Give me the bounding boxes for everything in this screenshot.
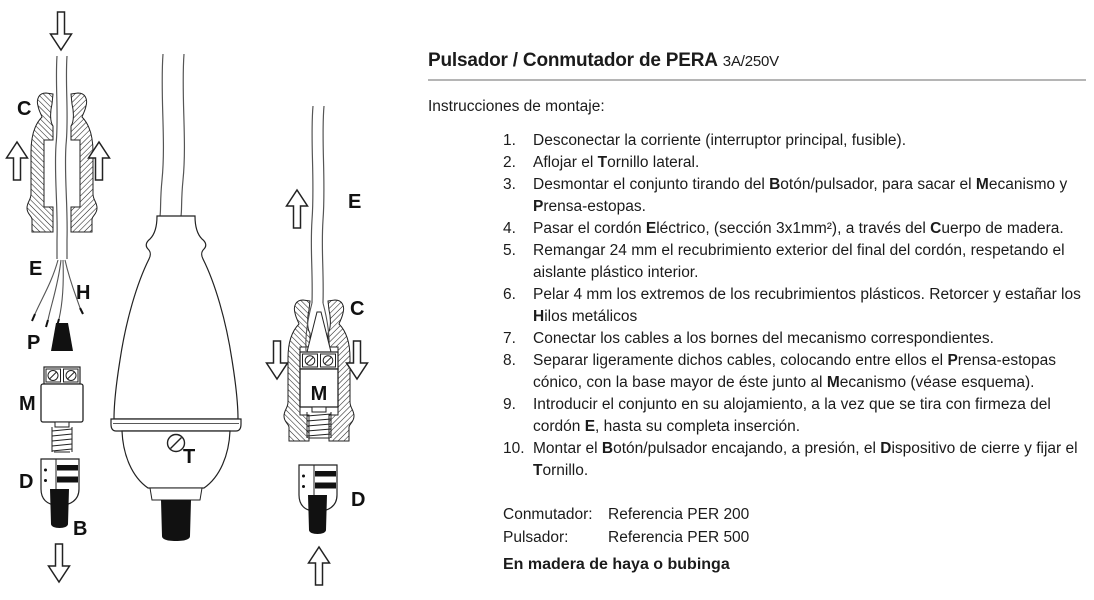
instruction-number: 8. [503,352,516,369]
arrow-up-icon [287,190,308,228]
instruction-text: Remangar 24 mm el recubrimiento exterior del final del cordón, respetando el aislante plástico interior. [533,242,1065,281]
label-left-body: C [17,98,32,120]
instruction-item [503,350,1086,394]
electric-cord [311,106,324,303]
gland-cone [51,323,73,351]
arrow-down-icon [51,12,72,50]
label-left-gland: P [27,332,41,354]
mechanism [41,367,83,452]
instruction-text: Aflojar el Tornillo lateral. [533,154,700,171]
label-left-mechanism: M [19,393,36,415]
arrow-up-icon [309,547,330,585]
reference-row [503,526,1086,549]
pear-flange [111,419,241,431]
threaded-stud [307,412,331,438]
electric-cord [160,54,184,216]
instruction-item [503,174,1086,218]
instruction-item [503,240,1086,284]
instruction-text: Introducir el conjunto en su alojamiento, a la vez que se tira con firmeza del cordón E, hasta su completa inserción. [533,396,1051,435]
label-middle-screw: T [183,446,196,468]
wood-body-section [27,93,97,232]
reference-label: Pulsador: [503,529,569,546]
instruction-item [503,438,1086,482]
right-section-view [267,106,368,585]
instruction-item [503,394,1086,438]
arrow-down-icon [267,341,288,379]
instruction-number: 5. [503,242,516,259]
label-left-button: B [73,518,88,540]
instruction-text: Desconectar la corriente (interruptor principal, fusible). [533,132,907,149]
instruction-text: Pasar el cordón Eléctrico, (sección 3x1mm²), a través del Cuerpo de madera. [533,220,1064,237]
label-left-closure: D [19,471,34,493]
electric-cord [55,56,67,259]
pear-body [114,216,238,419]
instruction-text: Desmontar el conjunto tirando del Botón/pulsador, para sacar el Mecanismo y Prensa-estopas. [533,176,1068,215]
instructions-panel [428,0,1086,574]
label-left-wires: H [76,282,91,304]
push-button [161,500,191,541]
instruction-number: 7. [503,330,516,347]
instruction-number: 2. [503,154,516,171]
title-main: Pulsador / Conmutador de PERA [428,50,718,71]
instruction-item [503,284,1086,328]
instruction-text: Pelar 4 mm los extremos de los recubrimientos plásticos. Retorcer y estañar los Hilos metálicos [533,286,1081,325]
instruction-text: Conectar los cables a los bornes del mecanismo correspondientes. [533,330,994,347]
arrow-up-icon [7,142,28,180]
instruction-number: 10. [503,440,525,457]
label-right-mechanism: M [310,383,328,405]
reference-row [503,503,1086,526]
instruction-number: 4. [503,220,516,237]
label-right-cord: E [348,191,362,213]
label-left-cord: E [29,258,43,280]
threaded-stud [52,427,72,452]
lateral-screw [168,435,185,452]
left-exploded-view [7,12,110,582]
instruction-text: Separar ligeramente dichos cables, colocando entre ellos el Prensa-estopas cónico, con la base mayor de éste junto al Mecanismo (véase esquema). [533,352,1057,391]
instruction-item [503,328,1086,350]
reference-value: Referencia PER 200 [608,506,750,523]
instruction-item [503,152,1086,174]
instruction-text: Montar el Botón/pulsador encajando, a presión, el Dispositivo de cierre y fijar el Tornillo. [533,440,1078,479]
title-divider [428,79,1086,81]
instruction-item [503,218,1086,240]
instructions-list [503,130,1086,482]
reference-value: Referencia PER 500 [608,529,750,546]
instruction-number: 6. [503,286,516,303]
cap-ring [150,488,202,500]
material-note: En madera de haya o bubinga [503,556,730,573]
gland-cone-inside [307,312,331,352]
title-rating: 3A/250V [722,53,779,70]
assembled-pear-switch [111,54,241,541]
instruction-number: 1. [503,132,516,149]
closure-device [299,465,337,534]
reference-label: Conmutador: [503,506,593,523]
instruction-item [503,130,1086,152]
instruction-number: 3. [503,176,516,193]
intro-text: Instrucciones de montaje: [428,98,605,115]
references [503,503,1086,549]
page-title [428,50,1086,72]
exploded-diagram [0,0,420,600]
label-right-body: C [350,298,365,320]
arrow-down-icon [49,544,70,582]
instruction-number: 9. [503,396,516,413]
label-right-closure: D [351,489,366,511]
